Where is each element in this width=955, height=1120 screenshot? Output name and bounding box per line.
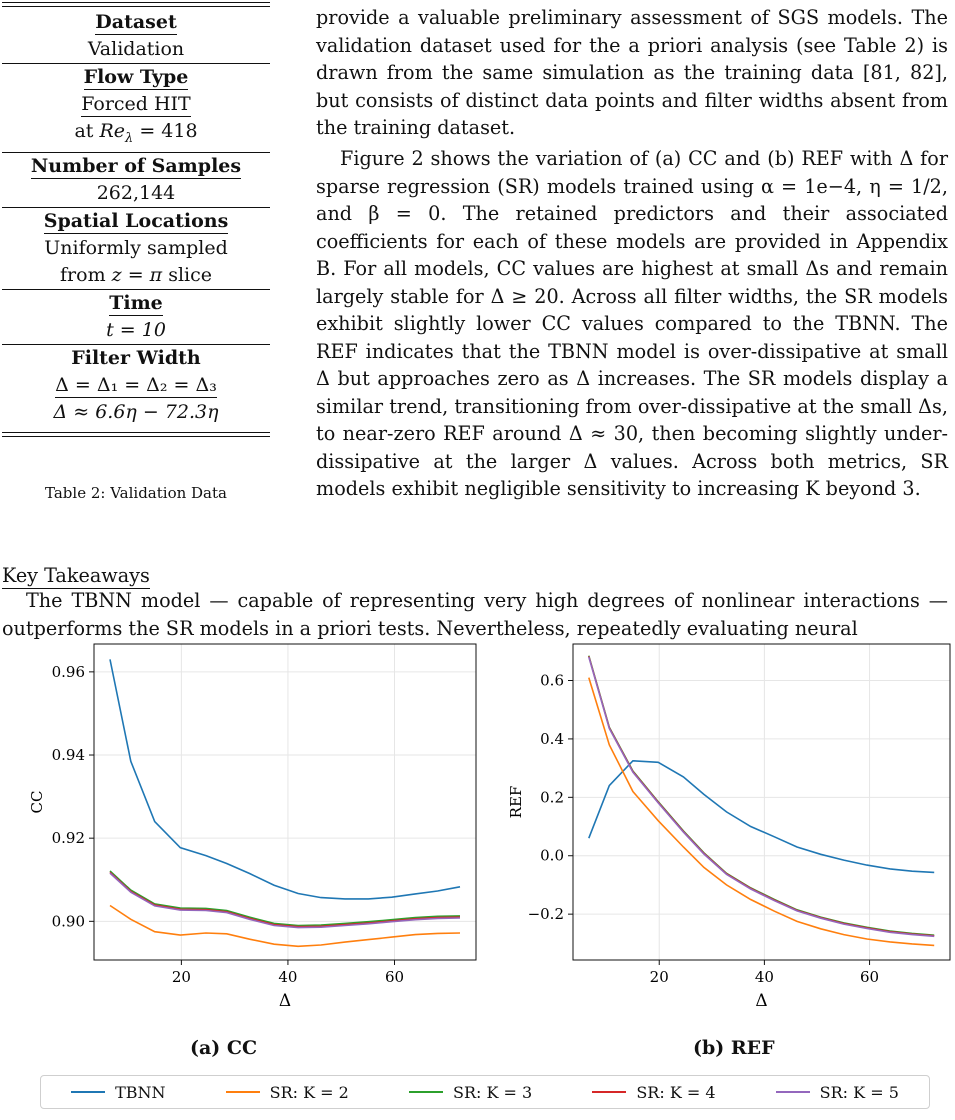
paragraph-validation: provide a valuable preliminary assessment of SGS models. The validation dataset used for the a priori analysis (see Table 2) is drawn from the same simulation as the training data [81, 82], but consists of distinct data points and filter widths absent from the training dataset. bbox=[316, 6, 948, 139]
caption-cc: (a) CC bbox=[190, 1037, 258, 1059]
legend-label-sr-k2: SR: K = 2 bbox=[269, 1082, 349, 1102]
legend-swatch-sr-k3 bbox=[409, 1091, 443, 1093]
cc-ytick-label: 0.96 bbox=[51, 662, 85, 681]
chart-cc bbox=[0, 640, 480, 1040]
table-value-flow-type: Forced HIT bbox=[81, 93, 191, 115]
table-header-samples: Number of Samples bbox=[30, 154, 242, 177]
table-value-spatial-1: Uniformly sampled bbox=[44, 236, 228, 259]
legend-label-sr-k5: SR: K = 5 bbox=[819, 1082, 899, 1102]
figure-2 bbox=[0, 640, 955, 1120]
table-top-rule bbox=[2, 2, 270, 7]
table-bottom-rule bbox=[2, 432, 270, 437]
cc-series-tbnn bbox=[110, 659, 460, 899]
table-value-time: t = 10 bbox=[106, 318, 166, 341]
cc-ylabel: CC bbox=[28, 790, 46, 814]
paragraph-figure-2: Figure 2 shows the variation of (a) CC and (b) REF with Δ for sparse regression (SR) models trained using α = 1e−4, η = 1/2, and β = 0. The retained predictors and their associated coefficients for each of these models are provided in Appendix B. For all models, CC values are highest at small Δs and remain largely stable for Δ ≥ 20. Across all filter widths, the SR models exhibit slightly lower CC values compared to the TBNN. The REF indicates that the TBNN model is over-dissipative at small Δ but approaches zero as Δ increases. The SR models display a similar trend, transitioning from over-dissipative at the small Δs, to near-zero REF around Δ ≈ 30, then becoming slightly under-dissipative at the larger Δ values. Across both metrics, SR models exhibit negligible sensitivity to increasing K beyond 3. bbox=[316, 147, 948, 500]
cc-xlabel: Δ bbox=[278, 991, 292, 1011]
table-value-filter-2: Δ ≈ 6.6η − 72.3η bbox=[53, 400, 219, 423]
ref-ytick-label: 0.2 bbox=[540, 788, 564, 807]
legend-item-sr-k4 bbox=[592, 1083, 715, 1102]
legend-label-sr-k3: SR: K = 3 bbox=[452, 1082, 533, 1102]
ref-ytick-label: 0.6 bbox=[540, 671, 564, 690]
ref-ytick-label: 0.0 bbox=[540, 846, 564, 865]
legend-item-tbnn bbox=[71, 1083, 165, 1102]
table-header-dataset: Dataset bbox=[95, 11, 177, 33]
cc-ytick-label: 0.92 bbox=[51, 829, 85, 848]
cc-series-sr-k-3 bbox=[110, 871, 460, 926]
key-takeaways-text: The TBNN model — capable of representing very high degrees of nonlinear interactions — outperforms the SR models in a priori tests. Nevertheless, repeatedly evaluating neural bbox=[2, 589, 948, 640]
cc-xtick-label: 20 bbox=[171, 968, 191, 986]
cc-ytick-label: 0.90 bbox=[51, 912, 85, 931]
cc-xtick-label: 60 bbox=[384, 968, 405, 986]
ref-xtick-label: 20 bbox=[649, 968, 669, 986]
ref-axes-frame bbox=[573, 644, 950, 960]
key-takeaways-title: Key Takeaways bbox=[2, 564, 150, 587]
table-header-flow-type: Flow Type bbox=[83, 66, 189, 88]
cc-axes-frame bbox=[94, 644, 476, 960]
ref-ylabel: REF bbox=[507, 785, 525, 819]
ref-ytick-label: 0.4 bbox=[540, 729, 564, 748]
ref-xtick-label: 60 bbox=[860, 968, 880, 986]
ref-ytick-label: −0.2 bbox=[527, 905, 564, 924]
validation-data-table bbox=[2, 2, 270, 437]
chart-legend bbox=[40, 1075, 930, 1109]
legend-swatch-tbnn bbox=[71, 1091, 105, 1093]
ref-xtick-label: 40 bbox=[754, 968, 774, 986]
table-caption: Table 2: Validation Data bbox=[45, 484, 227, 502]
ref-series-sr-k-5 bbox=[589, 657, 934, 936]
legend-swatch-sr-k2 bbox=[226, 1091, 260, 1093]
chart-ref bbox=[480, 640, 955, 1040]
legend-item-sr-k2 bbox=[226, 1083, 349, 1102]
table-value-spatial-2: from z = π slice bbox=[60, 263, 212, 286]
legend-swatch-sr-k5 bbox=[776, 1091, 810, 1093]
legend-label-sr-k4: SR: K = 4 bbox=[636, 1082, 716, 1102]
table-header-filter: Filter Width bbox=[71, 346, 201, 369]
table-value-filter-1: Δ = Δ₁ = Δ₂ = Δ₃ bbox=[55, 373, 217, 396]
legend-swatch-sr-k4 bbox=[592, 1091, 626, 1093]
table-value-samples: 262,144 bbox=[96, 181, 176, 204]
table-header-spatial: Spatial Locations bbox=[43, 209, 229, 232]
cc-xtick-label: 40 bbox=[278, 968, 298, 986]
legend-item-sr-k5 bbox=[776, 1083, 899, 1102]
table-value-reynolds: at $Re_\lambda = 418$ bbox=[74, 120, 198, 146]
ref-xlabel: Δ bbox=[755, 991, 768, 1011]
table-header-time: Time bbox=[109, 291, 163, 314]
table-value-dataset: Validation bbox=[87, 38, 185, 60]
ref-series-sr-k-2 bbox=[589, 678, 934, 946]
cc-ytick-label: 0.94 bbox=[51, 746, 85, 765]
legend-label-tbnn: TBNN bbox=[115, 1082, 166, 1102]
caption-ref: (b) REF bbox=[693, 1037, 775, 1059]
legend-item-sr-k3 bbox=[409, 1083, 532, 1102]
